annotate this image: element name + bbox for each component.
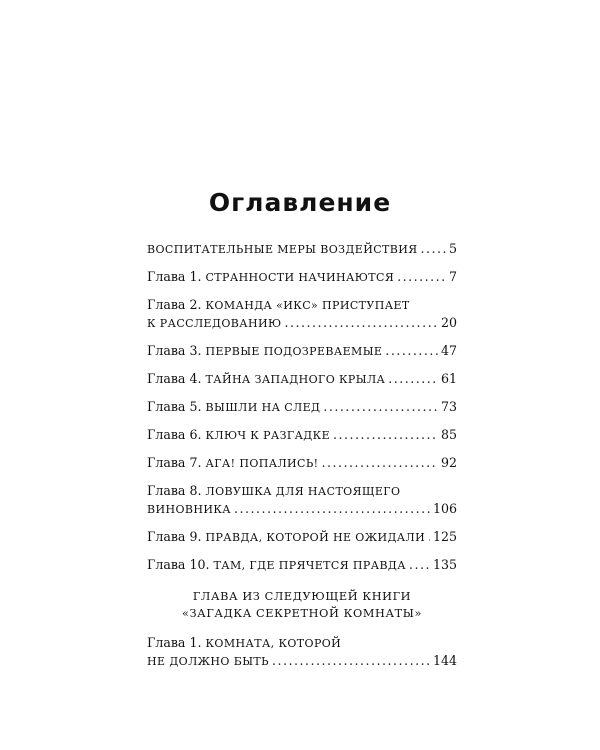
toc-entry-line	[147, 528, 457, 546]
chapter-title: КЛЮЧ К РАЗГАДКЕ	[205, 429, 330, 442]
chapter-number: Глава 7.	[147, 455, 202, 470]
toc-entry	[147, 342, 457, 360]
chapter-title: ПРАВДА, КОТОРОЙ НЕ ОЖИДАЛИ	[205, 531, 426, 544]
toc-entry	[147, 454, 457, 472]
toc-entry-line	[147, 240, 457, 258]
toc-entry-line	[147, 426, 457, 444]
chapter-number: Глава 9.	[147, 529, 202, 544]
dot-leader	[272, 652, 430, 669]
chapter-number: Глава 5.	[147, 399, 202, 414]
toc-entry-label	[147, 268, 394, 286]
chapter-title: ВЫШЛИ НА СЛЕД	[205, 401, 321, 414]
chapter-title: ТАЙНА ЗАПАДНОГО КРЫЛА	[205, 373, 386, 386]
toc-entry-label	[147, 426, 330, 444]
toc-entry-label	[147, 500, 231, 518]
page-number: 106	[432, 501, 457, 516]
toc-next-book-list	[147, 634, 457, 670]
toc-entry	[147, 398, 457, 416]
chapter-title: КОМНАТА, КОТОРОЙ	[205, 637, 342, 650]
chapter-title: ЛОВУШКА ДЛЯ НАСТОЯЩЕГО	[205, 485, 401, 498]
page-number: 73	[440, 399, 457, 414]
dot-leader	[428, 528, 430, 545]
dot-leader	[284, 314, 437, 331]
chapter-title: ПЕРВЫЕ ПОДОЗРЕВАЕМЫЕ	[205, 345, 383, 358]
toc-entry-label	[147, 482, 400, 500]
dot-leader	[322, 454, 438, 471]
dot-leader	[421, 240, 446, 257]
toc-entry-label	[147, 370, 385, 388]
toc-entry-label	[147, 528, 425, 546]
toc-entry-line	[147, 296, 457, 314]
dot-leader	[388, 370, 438, 387]
page-number: 47	[440, 343, 457, 358]
page-number: 7	[448, 269, 457, 284]
toc-entry	[147, 634, 457, 670]
dot-leader	[323, 398, 438, 415]
chapter-title: АГА! ПОПАЛИСЬ!	[205, 457, 319, 470]
toc-entry	[147, 528, 457, 546]
toc-entry-line	[147, 268, 457, 286]
dot-leader	[385, 342, 438, 359]
chapter-title: К РАССЛЕДОВАНИЮ	[147, 317, 282, 330]
toc-entry-line	[147, 370, 457, 388]
toc-entry-label	[147, 556, 406, 574]
page-number: 144	[432, 653, 457, 668]
toc-entry-label	[147, 634, 341, 652]
page-number: 20	[440, 315, 457, 330]
toc-entry-label	[147, 296, 410, 314]
chapter-number: Глава 1.	[147, 269, 202, 284]
toc-entry-label	[147, 240, 418, 258]
toc-entry-line	[147, 500, 457, 518]
chapter-title: ВИНОВНИКА	[147, 503, 231, 516]
toc-entry	[147, 370, 457, 388]
toc-entry-line	[147, 556, 457, 574]
next-book-heading-line: ГЛАВА ИЗ СЛЕДУЮЩЕЙ КНИГИ	[192, 590, 412, 603]
toc-entry	[147, 296, 457, 332]
toc-entry	[147, 426, 457, 444]
toc-entry	[147, 556, 457, 574]
chapter-title: ВОСПИТАТЕЛЬНЫЕ МЕРЫ ВОЗДЕЙСТВИЯ	[147, 243, 418, 256]
toc-entry-label	[147, 398, 320, 416]
chapter-number: Глава 3.	[147, 343, 202, 358]
toc-entry-line	[147, 398, 457, 416]
chapter-number: Глава 10.	[147, 557, 210, 572]
toc-entry-line	[147, 482, 457, 500]
next-book-heading	[147, 588, 457, 622]
chapter-number: Глава 8.	[147, 483, 202, 498]
toc-entry	[147, 482, 457, 518]
page-number: 92	[440, 455, 457, 470]
page-number: 5	[448, 241, 457, 256]
toc-entry-label	[147, 652, 269, 670]
toc-entry	[147, 240, 457, 258]
chapter-number: Глава 4.	[147, 371, 202, 386]
next-book-heading-line: «ЗАГАДКА СЕКРЕТНОЙ КОМНАТЫ»	[182, 607, 422, 620]
dot-leader	[333, 426, 438, 443]
page-number: 135	[432, 557, 457, 572]
table-of-contents	[147, 240, 457, 680]
toc-entry-label	[147, 314, 281, 332]
page-number: 125	[432, 529, 457, 544]
toc-entry-line	[147, 314, 457, 332]
chapter-number: Глава 6.	[147, 427, 202, 442]
chapter-title: КОМАНДА «ИКС» ПРИСТУПАЕТ	[205, 299, 410, 312]
toc-entry-line	[147, 652, 457, 670]
toc-entry-line	[147, 634, 457, 652]
chapter-title: СТРАННОСТИ НАЧИНАЮТСЯ	[205, 271, 395, 284]
page-number: 85	[440, 427, 457, 442]
toc-entry-line	[147, 342, 457, 360]
dot-leader	[409, 556, 430, 573]
dot-leader	[397, 268, 446, 285]
toc-entry-label	[147, 342, 382, 360]
page-title: Оглавление	[208, 188, 392, 217]
page-number: 61	[440, 371, 457, 386]
chapter-number: Глава 2.	[147, 297, 202, 312]
toc-entry-label	[147, 454, 319, 472]
chapter-number: Глава 1.	[147, 635, 202, 650]
chapter-title: НЕ ДОЛЖНО БЫТЬ	[147, 655, 269, 668]
toc-entry	[147, 268, 457, 286]
toc-entry-line	[147, 454, 457, 472]
dot-leader	[234, 500, 430, 517]
toc-main-list	[147, 240, 457, 574]
chapter-title: ТАМ, ГДЕ ПРЯЧЕТСЯ ПРАВДА	[213, 559, 407, 572]
